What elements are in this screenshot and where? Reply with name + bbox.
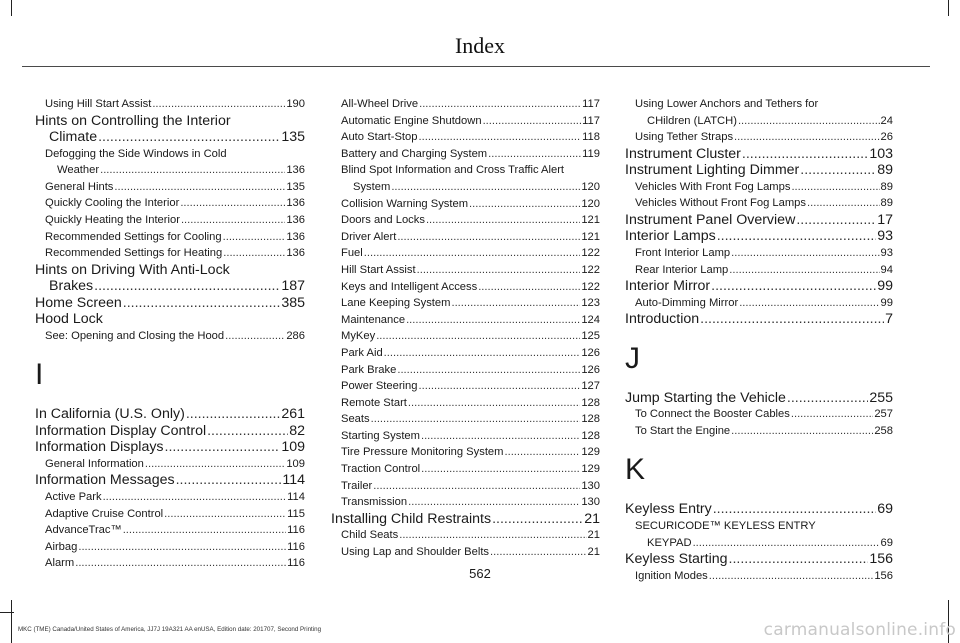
dot-leader <box>384 345 581 362</box>
index-entry-text: Hill Start Assist <box>341 263 416 276</box>
index-entry <box>35 262 305 279</box>
index-letter-heading: J <box>625 341 640 375</box>
index-page-number: 89 <box>880 197 893 210</box>
index-entry-text: See: Opening and Closing the Hood <box>45 329 225 342</box>
index-subentry <box>35 96 305 113</box>
index-page-number: 123 <box>581 297 600 310</box>
index-subentry <box>625 406 893 423</box>
index-subentry <box>35 212 305 229</box>
index-entry <box>625 228 893 245</box>
dot-leader <box>492 511 583 528</box>
index-page-number: 130 <box>581 496 600 509</box>
index-entry-text: Park Brake <box>341 363 397 376</box>
index-entry <box>35 472 305 489</box>
index-entry-text: Power Steering <box>341 380 418 393</box>
index-page-number: 261 <box>281 406 305 423</box>
index-column-left <box>35 96 305 572</box>
crop-mark-top-left-v <box>11 0 12 16</box>
index-entry-text: To Start the Engine <box>635 424 731 437</box>
index-subentry <box>35 522 305 539</box>
index-page-number: 258 <box>874 424 893 437</box>
index-entry <box>35 406 305 423</box>
dot-leader <box>98 129 280 146</box>
dot-leader <box>207 423 288 440</box>
index-subentry <box>35 229 305 246</box>
index-entry <box>35 439 305 456</box>
index-entry <box>625 146 893 163</box>
dot-leader <box>742 146 868 163</box>
index-letter-heading: I <box>35 358 44 392</box>
dot-leader <box>711 278 876 295</box>
index-entry-text: Alarm <box>45 557 75 570</box>
index-subentry <box>331 212 600 229</box>
index-page-number: 17 <box>877 211 893 228</box>
dot-leader <box>693 535 880 552</box>
index-entry-text: SECURICODE™ KEYLESS ENTRY <box>635 519 816 532</box>
index-page-number: 93 <box>877 228 893 245</box>
index-subentry <box>35 245 305 262</box>
index-entry-text: Auto Start-Stop <box>341 131 418 144</box>
index-subentry <box>625 423 893 440</box>
index-page-number: 136 <box>286 247 305 260</box>
index-entry <box>35 113 305 130</box>
dot-leader <box>164 506 286 523</box>
index-page-number: 129 <box>581 446 600 459</box>
index-entry-text: Keys and Intelligent Access <box>341 280 478 293</box>
index-subentry <box>331 494 600 511</box>
index-page-number: 117 <box>582 98 600 110</box>
index-subentry <box>625 262 893 279</box>
index-entry-text: Ignition Modes <box>635 569 708 582</box>
index-page-number: 21 <box>587 545 600 558</box>
index-entry-text: Vehicles With Front Fog Lamps <box>635 180 791 193</box>
index-entry-text: Information Displays <box>35 439 164 456</box>
header-rule <box>22 66 930 67</box>
index-subentry <box>331 362 600 379</box>
index-entry-text: Park Aid <box>341 346 383 359</box>
index-page-number: 116 <box>287 557 305 570</box>
dot-leader <box>731 423 873 440</box>
page-number: 562 <box>469 566 491 581</box>
dot-leader <box>490 544 587 561</box>
dot-leader <box>114 179 285 196</box>
index-subentry <box>331 129 600 146</box>
index-entry-text: Hints on Driving With Anti-Lock <box>35 261 230 278</box>
dot-leader <box>731 245 879 262</box>
index-subentry <box>331 196 600 213</box>
index-page-number: 136 <box>286 197 305 210</box>
dot-leader <box>488 146 581 163</box>
index-page-number: 120 <box>581 197 600 210</box>
dot-leader <box>181 212 285 229</box>
dot-leader <box>451 295 580 312</box>
dot-leader <box>800 162 876 179</box>
dot-leader <box>180 195 285 212</box>
index-subentry <box>331 527 600 544</box>
index-page-number: 136 <box>286 230 305 243</box>
index-entry-text: Home Screen <box>35 294 122 311</box>
index-entry-text: Front Interior Lamp <box>635 246 731 259</box>
dot-leader <box>225 328 285 345</box>
index-subentry <box>331 96 600 113</box>
index-page-number: 116 <box>287 540 305 553</box>
dot-leader <box>421 461 580 478</box>
index-entry-text: Brakes <box>49 278 94 295</box>
index-subentry <box>35 146 305 163</box>
index-entry-text: Defogging the Side Windows in Cold <box>45 147 227 160</box>
index-entry-text: Using Lap and Shoulder Belts <box>341 545 490 558</box>
dot-leader <box>100 162 285 179</box>
index-entry-text: Climate <box>49 129 98 146</box>
index-entry-text: KEYPAD <box>647 536 692 549</box>
index-entry <box>35 278 305 295</box>
index-subentry <box>35 456 305 473</box>
dot-leader <box>373 478 580 495</box>
index-page-number: 190 <box>286 98 305 110</box>
index-entry-text: Battery and Charging System <box>341 147 488 160</box>
dot-leader <box>103 489 287 506</box>
dot-leader <box>417 262 581 279</box>
index-subentry <box>35 489 305 506</box>
index-page-number: 128 <box>581 429 600 442</box>
index-page-number: 121 <box>581 230 600 243</box>
index-subentry <box>625 535 893 552</box>
index-entry-text: Using Tether Straps <box>635 131 734 144</box>
dot-leader <box>397 362 580 379</box>
index-page-number: 156 <box>874 569 893 582</box>
index-subentry <box>625 245 893 262</box>
index-entry-text: To Connect the Booster Cables <box>635 408 790 421</box>
index-subentry <box>331 229 600 246</box>
index-subentry <box>331 146 600 163</box>
index-entry-text: Traction Control <box>341 463 421 476</box>
index-entry-text: Using Hill Start Assist <box>45 98 152 110</box>
dot-leader <box>729 262 879 279</box>
dot-leader <box>78 539 286 556</box>
index-page-number: 118 <box>582 131 600 144</box>
index-subentry <box>625 129 893 146</box>
index-entry-text: Seats <box>341 413 370 426</box>
dot-leader <box>408 494 580 511</box>
index-page-number: 126 <box>581 363 600 376</box>
dot-leader <box>399 527 586 544</box>
index-page-number: 130 <box>581 479 600 492</box>
index-entry-text: Active Park <box>45 490 102 503</box>
index-page-number: 114 <box>282 472 305 489</box>
index-column-middle <box>331 96 600 561</box>
index-entry-text: Hints on Controlling the Interior <box>35 112 231 129</box>
dot-leader <box>186 406 281 423</box>
dot-leader <box>223 229 286 246</box>
dot-leader <box>796 212 876 229</box>
crop-mark-bottom-left-v <box>11 600 12 643</box>
dot-leader <box>713 501 876 518</box>
dot-leader <box>364 245 581 262</box>
index-subentry <box>625 195 893 212</box>
index-page-number: 115 <box>287 507 305 520</box>
index-page-number: 122 <box>581 280 600 293</box>
index-entry-text: Recommended Settings for Cooling <box>45 230 222 243</box>
index-entry-text: Instrument Lighting Dimmer <box>625 162 800 179</box>
index-page-number: 109 <box>286 457 305 470</box>
index-subentry <box>331 162 600 179</box>
index-entry-text: Jump Starting the Vehicle <box>625 389 786 406</box>
index-subentry <box>35 179 305 196</box>
index-entry-text: Keyless Entry <box>625 501 712 518</box>
dot-leader <box>123 295 281 312</box>
dot-leader <box>426 212 580 229</box>
index-subentry <box>625 179 893 196</box>
index-page-number: 122 <box>581 247 600 260</box>
index-page-number: 89 <box>877 162 893 179</box>
dot-leader <box>791 179 879 196</box>
index-page-number: 24 <box>880 114 893 127</box>
index-subentry <box>35 328 305 345</box>
index-page-number: 121 <box>581 214 600 227</box>
index-page-number: 286 <box>286 329 305 342</box>
index-page-number: 129 <box>581 463 600 476</box>
index-subentry <box>331 262 600 279</box>
index-page-number: 99 <box>880 296 893 309</box>
index-entry-text: Blind Spot Information and Cross Traffic Alert <box>341 164 565 177</box>
watermark: carmanualsonline.info <box>763 620 956 640</box>
index-page-number: 156 <box>869 551 893 568</box>
index-page-number: 93 <box>880 246 893 259</box>
dot-leader <box>376 328 580 345</box>
index-entry-text: Vehicles Without Front Fog Lamps <box>635 197 806 210</box>
dot-leader <box>391 179 580 196</box>
index-subentry <box>331 395 600 412</box>
index-page-number: 99 <box>877 278 893 295</box>
dot-leader <box>145 456 285 473</box>
index-subentry <box>331 279 600 296</box>
dot-leader <box>123 522 286 539</box>
dot-leader <box>717 228 877 245</box>
index-page-number: 69 <box>880 536 893 549</box>
dot-leader <box>469 196 580 213</box>
index-entry-text: Information Messages <box>35 472 175 489</box>
index-page-number: 135 <box>281 129 305 146</box>
index-entry-text: General Hints <box>45 180 114 193</box>
index-entry <box>625 311 893 328</box>
index-entry <box>625 278 893 295</box>
index-entry-text: Automatic Engine Shutdown <box>341 114 482 127</box>
dot-leader <box>734 129 880 146</box>
dot-leader <box>419 96 581 113</box>
index-subentry <box>331 411 600 428</box>
index-subentry <box>35 162 305 179</box>
index-entry <box>625 501 893 518</box>
index-page-number: 128 <box>581 396 600 409</box>
index-page-number: 135 <box>286 180 305 193</box>
index-entry <box>35 129 305 146</box>
footer-edition-text: MKC (TME) Canada/United States of America, JJ7J 19A321 AA enUSA, Edition date: 201707, Second Printing <box>18 626 322 633</box>
dot-leader <box>406 312 580 329</box>
index-page-number: 7 <box>885 311 893 328</box>
index-subentry <box>35 506 305 523</box>
index-page-number: 116 <box>287 524 305 537</box>
dot-leader <box>807 195 880 212</box>
index-entry-text: AdvanceTrac™ <box>45 524 122 537</box>
index-page-number: 127 <box>581 380 600 393</box>
index-page-number: 21 <box>584 510 600 527</box>
index-entry-text: Instrument Cluster <box>625 145 741 162</box>
page-title: Index <box>454 33 506 58</box>
dot-leader <box>165 439 281 456</box>
index-entry-text: Auto-Dimming Mirror <box>635 296 739 309</box>
index-page-number: 103 <box>869 145 893 162</box>
dot-leader <box>397 229 580 246</box>
dot-leader <box>483 113 582 130</box>
index-page-number: 69 <box>877 501 893 518</box>
index-page-number: 26 <box>880 131 893 144</box>
index-entry-text: Rear Interior Lamp <box>635 263 729 276</box>
dot-leader <box>738 113 880 130</box>
index-entry <box>35 423 305 440</box>
index-entry-text: Interior Lamps <box>625 228 716 245</box>
index-page-number: 257 <box>874 408 893 421</box>
index-entry-text: All-Wheel Drive <box>341 98 419 110</box>
index-subentry <box>331 544 600 561</box>
dot-leader <box>176 472 282 489</box>
index-entry-text: Trailer <box>341 479 373 492</box>
index-page-number: 94 <box>880 263 893 276</box>
index-subentry <box>331 179 600 196</box>
index-entry <box>625 212 893 229</box>
index-entry-text: Starting System <box>341 429 420 442</box>
index-entry-text: Child Seats <box>341 529 399 542</box>
index-entry-text: Interior Mirror <box>625 278 711 295</box>
dot-leader <box>419 378 581 395</box>
index-entry-text: Adaptive Cruise Control <box>45 507 164 520</box>
index-entry <box>35 295 305 312</box>
index-page-number: 117 <box>582 114 600 127</box>
index-entry-text: Hood Lock <box>35 311 103 328</box>
index-subentry <box>331 245 600 262</box>
index-subentry <box>331 328 600 345</box>
index-page-number: 128 <box>581 413 600 426</box>
dot-leader <box>791 406 873 423</box>
dot-leader <box>739 295 879 312</box>
index-entry-text: In California (U.S. Only) <box>35 406 185 423</box>
index-column-right <box>625 96 893 584</box>
dot-leader <box>419 129 582 146</box>
index-subentry <box>331 444 600 461</box>
crop-mark-top-right-v <box>948 0 949 16</box>
index-letter-heading: K <box>625 453 646 487</box>
index-subentry <box>331 461 600 478</box>
index-subentry <box>331 295 600 312</box>
index-page-number: 89 <box>880 180 893 193</box>
index-entry <box>331 511 600 528</box>
index-page-number: 21 <box>587 529 600 542</box>
index-entry-text: Instrument Panel Overview <box>625 211 796 228</box>
index-page-number: 82 <box>289 422 305 439</box>
index-page-number: 122 <box>581 263 600 276</box>
index-page-number: 124 <box>581 313 600 326</box>
index-subentry <box>331 478 600 495</box>
index-entry <box>625 162 893 179</box>
index-entry-text: Remote Start <box>341 396 407 409</box>
index-entry-text: Driver Alert <box>341 230 397 243</box>
dot-leader <box>94 278 280 295</box>
index-entry-text: Transmission <box>341 496 408 509</box>
dot-leader <box>478 279 580 296</box>
index-subentry <box>35 195 305 212</box>
dot-leader <box>787 390 868 407</box>
index-entry-text: Recommended Settings for Heating <box>45 247 223 260</box>
index-subentry <box>331 378 600 395</box>
index-page-number: 126 <box>581 346 600 359</box>
index-entry-text: Tire Pressure Monitoring System <box>341 446 504 459</box>
index-entry-text: Using Lower Anchors and Tethers for <box>635 98 819 110</box>
dot-leader <box>700 311 884 328</box>
index-subentry <box>625 113 893 130</box>
index-entry-text: General Information <box>45 457 144 470</box>
index-entry-text: Quickly Cooling the Interior <box>45 197 180 210</box>
index-entry-text: Keyless Starting <box>625 551 728 568</box>
index-page-number: 187 <box>281 278 305 295</box>
dot-leader <box>504 444 580 461</box>
index-entry-text: CHildren (LATCH) <box>647 114 737 127</box>
index-subentry <box>625 518 893 535</box>
index-page-number: 114 <box>287 490 305 503</box>
dot-leader <box>408 395 580 412</box>
index-subentry <box>625 295 893 312</box>
index-page-number: 120 <box>581 180 600 193</box>
index-entry-text: Information Display Control <box>35 422 207 439</box>
index-entry-text: Airbag <box>45 540 78 553</box>
index-entry-text: Quickly Heating the Interior <box>45 213 180 226</box>
index-entry-text: Weather <box>57 164 100 177</box>
index-entry-text: Maintenance <box>341 313 406 326</box>
index-subentry <box>35 539 305 556</box>
index-subentry <box>625 96 893 113</box>
index-entry-text: Collision Warning System <box>341 197 469 210</box>
index-subentry <box>331 428 600 445</box>
index-page-number: 109 <box>281 439 305 456</box>
index-entry <box>625 390 893 407</box>
dot-leader <box>371 411 581 428</box>
index-page-number: 385 <box>281 294 305 311</box>
index-subentry <box>331 113 600 130</box>
index-entry-text: Doors and Locks <box>341 214 425 227</box>
index-subentry <box>331 345 600 362</box>
index-page-number: 255 <box>869 389 893 406</box>
dot-leader <box>223 245 285 262</box>
index-subentry <box>331 312 600 329</box>
index-entry <box>35 311 305 328</box>
dot-leader <box>421 428 580 445</box>
index-page-number: 136 <box>286 164 305 177</box>
index-entry-text: Introduction <box>625 311 700 328</box>
index-page-number: 136 <box>286 213 305 226</box>
index-entry-text: MyKey <box>341 330 376 343</box>
index-entry-text: Lane Keeping System <box>341 297 451 310</box>
index-page-number: 125 <box>581 330 600 343</box>
index-entry-text: Fuel <box>341 247 363 260</box>
dot-leader <box>152 96 285 113</box>
index-entry-text: System <box>353 180 391 193</box>
index-page-number: 119 <box>582 147 600 160</box>
index-entry-text: Installing Child Restraints <box>331 510 492 527</box>
